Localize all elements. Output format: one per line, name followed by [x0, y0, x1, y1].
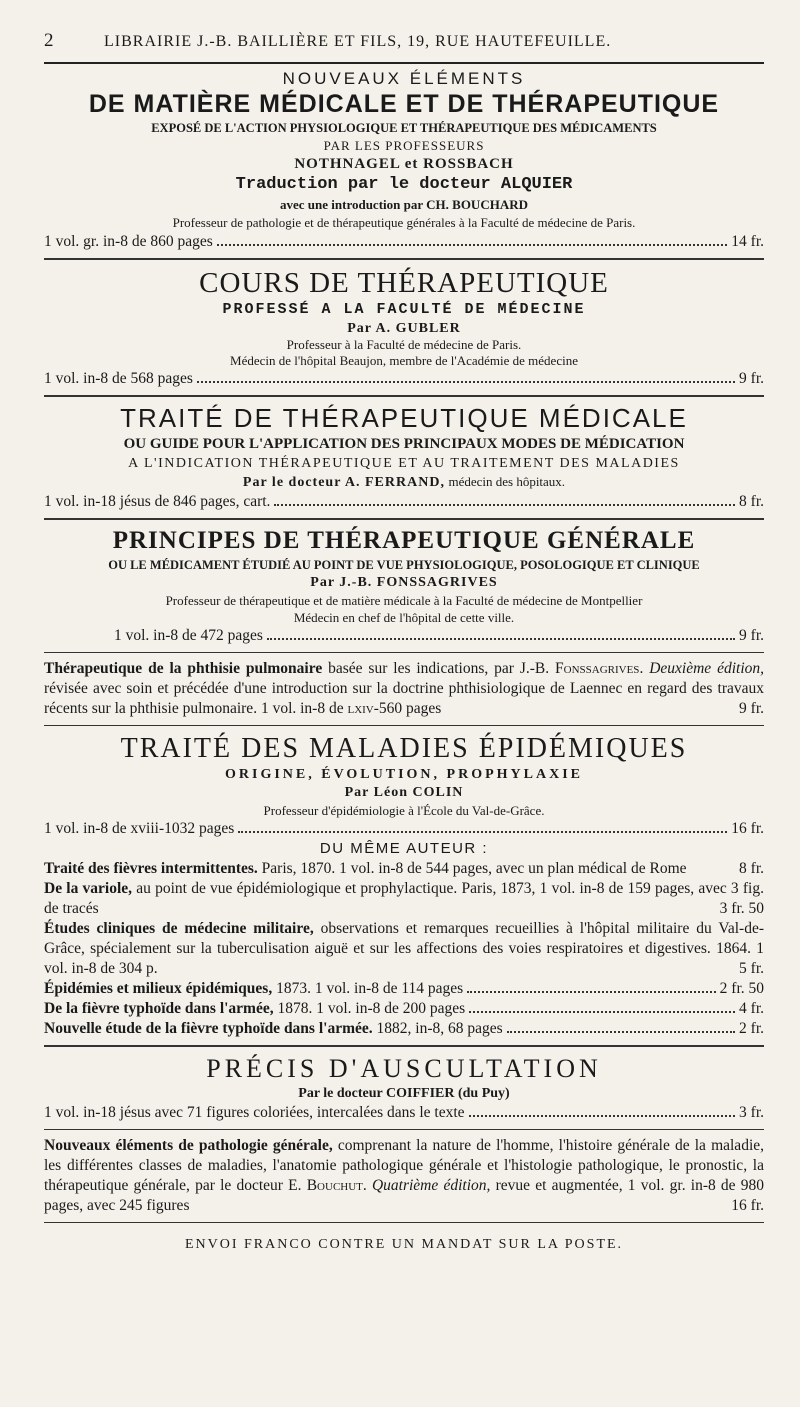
- divider: [44, 652, 764, 653]
- listing-affiliation-2: Médecin en chef de l'hôpital de cette ville.: [293, 610, 515, 625]
- price: 16 fr.: [731, 1197, 764, 1214]
- listing-authors: Par le docteur COIFFIER (du Puy): [298, 1086, 510, 1101]
- price: 9 fr.: [739, 700, 764, 717]
- divider: [44, 1129, 764, 1130]
- item-text: Paris, 1870. 1 vol. in-8 de 544 pages, avec un plan médical de Rome: [257, 860, 687, 877]
- listing-volume-line: [44, 492, 764, 512]
- listing-volume-line: [44, 1103, 764, 1123]
- listing-affiliation: Professeur de pathologie et de thérapeutique générales à la Faculté de médecine de Paris.: [172, 215, 636, 230]
- price: 2 fr. 50: [719, 980, 764, 997]
- listing-fonssagrives: [44, 526, 764, 646]
- price: 16 fr.: [731, 820, 764, 837]
- listing-title: TRAITÉ DES MALADIES ÉPIDÉMIQUES: [120, 733, 688, 764]
- page-header: [44, 30, 764, 60]
- listing-title: PRÉCIS D'AUSCULTATION: [206, 1054, 602, 1083]
- listing-text: .: [362, 1177, 372, 1194]
- listing-text: revue et augmentée, 1 vol. gr. in-8 de 980 pages, avec 245 figures: [44, 1177, 765, 1214]
- same-author-heading: DU MÊME AUTEUR :: [319, 840, 489, 857]
- listing-volume-line: [44, 626, 764, 646]
- item-title: Nouvelle étude de la fièvre typhoïde dans l'armée.: [44, 1020, 373, 1037]
- listing-kicker: NOUVEAUX ÉLÉMENTS: [282, 69, 526, 88]
- leader-dots: [217, 244, 728, 246]
- listing-subtitle: ORIGINE, ÉVOLUTION, PROPHYLAXIE: [225, 767, 583, 782]
- listing-subtitle-2: A L'INDICATION THÉRAPEUTIQUE ET AU TRAITEMENT DES MALADIES: [128, 456, 680, 471]
- volume-info: 1 vol. in-8 de xviii-1032 pages: [44, 820, 235, 837]
- author-name: Par le docteur A. FERRAND,: [242, 475, 445, 490]
- leader-dots: [507, 1031, 735, 1033]
- listing-coiffier: [44, 1053, 764, 1123]
- price: 9 fr.: [739, 627, 764, 644]
- running-title: LIBRAIRIE J.-B. BAILLIÈRE ET FILS, 19, RUE HAUTEFEUILLE.: [104, 33, 612, 50]
- item-text: 1878. 1 vol. in-8 de 200 pages: [273, 1000, 466, 1017]
- divider: [44, 1222, 764, 1223]
- listing-volume-line: [44, 369, 764, 389]
- price: 8 fr.: [739, 493, 764, 510]
- listing-phthisie: [44, 659, 764, 719]
- listing-text: révisée avec soin et précédée d'une introduction sur la doctrine phthisiologique de Laennec en regard des travaux récents sur la phthisie pulmonaire. 1 vol. in-8 de: [44, 680, 764, 717]
- leader-dots: [469, 1115, 736, 1117]
- listing-title: TRAITÉ DE THÉRAPEUTIQUE MÉDICALE: [120, 403, 688, 433]
- price: 4 fr.: [739, 1000, 764, 1017]
- listing-by-line: PAR LES PROFESSEURS: [323, 138, 485, 153]
- list-item: [44, 879, 764, 919]
- listing-text: basée sur les indications, par J.-B.: [322, 660, 556, 677]
- item-title: De la variole,: [44, 880, 133, 897]
- price: 3 fr. 50: [719, 900, 764, 917]
- leader-dots: [267, 638, 735, 640]
- leader-dots: [238, 831, 727, 833]
- volume-info: 1 vol. in-18 jésus de 846 pages, cart.: [44, 493, 271, 510]
- page-number: 2: [44, 30, 55, 51]
- listing-colin: [44, 732, 764, 1039]
- list-item: [44, 999, 764, 1019]
- item-title: Études cliniques de médecine militaire,: [44, 920, 314, 937]
- listing-subtitle: PROFESSÉ A LA FACULTÉ DE MÉDECINE: [222, 301, 586, 318]
- listing-volume-line: [44, 232, 764, 252]
- listing-affiliation: Professeur à la Faculté de médecine de Paris.: [286, 337, 522, 352]
- listing-authors: NOTHNAGEL et ROSSBACH: [294, 156, 514, 172]
- listing-translator: Traduction par le docteur ALQUIER: [235, 175, 573, 194]
- leader-dots: [467, 991, 715, 993]
- divider: [44, 62, 764, 64]
- volume-info: 1 vol. in-8 de 472 pages: [114, 627, 263, 644]
- leader-dots: [197, 381, 735, 383]
- listing-title: PRINCIPES DE THÉRAPEUTIQUE GÉNÉRALE: [112, 527, 696, 554]
- price: 14 fr.: [731, 233, 764, 250]
- price: 3 fr.: [739, 1104, 764, 1121]
- page-footer: ENVOI FRANCO CONTRE UN MANDAT SUR LA POSTE.: [184, 1237, 624, 1252]
- listing-subtitle: OU GUIDE POUR L'APPLICATION DES PRINCIPAUX MODES DE MÉDICATION: [123, 436, 685, 452]
- price: 2 fr.: [739, 1020, 764, 1037]
- volume-info: 1 vol. in-8 de 568 pages: [44, 370, 193, 387]
- leader-dots: [274, 504, 735, 506]
- listing-volume-line: [44, 819, 764, 839]
- listing-title: DE MATIÈRE MÉDICALE ET DE THÉRAPEUTIQUE: [88, 90, 720, 118]
- listing-subtitle: OU LE MÉDICAMENT ÉTUDIÉ AU POINT DE VUE PHYSIOLOGIQUE, POSOLOGIQUE ET CLINIQUE: [108, 558, 700, 572]
- author-name: Fonssagrives: [555, 660, 640, 677]
- item-text: 1873. 1 vol. in-8 de 114 pages: [272, 980, 464, 997]
- listing-ferrand: [44, 403, 764, 512]
- item-title: Épidémies et milieux épidémiques,: [44, 980, 273, 997]
- listing-affiliation-2: Médecin de l'hôpital Beaujon, membre de l'Académie de médecine: [230, 353, 578, 368]
- item-text: 1882, in-8, 68 pages: [372, 1020, 503, 1037]
- item-text: observations et remarques recueillies à l'hôpital militaire du Val-de-Grâce, spécialement sur la tuberculisation aiguë et sur les affections des voies respiratoires et digestives. 1864. 1 vol. in-8 de 304 p.: [44, 920, 764, 977]
- listing-authors: Par Léon COLIN: [344, 785, 464, 800]
- list-item: [44, 1019, 764, 1039]
- volume-info: 1 vol. gr. in-8 de 860 pages: [44, 233, 213, 250]
- listing-text: -560 pages: [373, 700, 442, 717]
- list-item: [44, 919, 764, 979]
- divider: [44, 258, 764, 260]
- price: 9 fr.: [739, 370, 764, 387]
- divider: [44, 725, 764, 726]
- edition: Quatrième édition,: [371, 1177, 491, 1194]
- listing-text: comprenant la nature de l'homme, l'histoire générale de la maladie, les différentes classes de maladies, l'anatomie pathologique générale et l'histologie pathologique, le pronostic, la thérapeutique générale, par le docteur E.: [44, 1137, 765, 1194]
- item-title: Traité des fièvres intermittentes.: [44, 860, 258, 877]
- divider: [44, 518, 764, 520]
- roman-numeral: lxiv: [347, 700, 374, 717]
- listing-authors: Par A. GUBLER: [347, 321, 461, 336]
- item-text: au point de vue épidémiologique et prophylactique. Paris, 1873, 1 vol. in-8 de 159 pages, avec 3 fig. de tracés: [44, 880, 764, 917]
- listing-authors: [44, 473, 764, 492]
- price: 5 fr.: [739, 960, 764, 977]
- divider: [44, 395, 764, 397]
- price: 8 fr.: [739, 860, 764, 877]
- listing-title: Thérapeutique de la phthisie pulmonaire: [44, 660, 323, 677]
- list-item: [44, 979, 764, 999]
- listing-title: Nouveaux éléments de pathologie générale,: [44, 1137, 333, 1154]
- divider: [44, 1045, 764, 1047]
- listing-subtitle: EXPOSÉ DE L'ACTION PHYSIOLOGIQUE ET THÉRAPEUTIQUE DES MÉDICAMENTS: [151, 121, 657, 135]
- listing-nothnagel: [44, 68, 764, 252]
- listing-text: .: [639, 660, 650, 677]
- listing-authors: Par J.-B. FONSSAGRIVES: [310, 575, 498, 590]
- author-role: médecin des hôpitaux.: [448, 474, 566, 489]
- listing-title: COURS DE THÉRAPEUTIQUE: [199, 267, 609, 299]
- edition: Deuxième édition,: [649, 660, 764, 677]
- list-item: [44, 859, 764, 879]
- listing-bouchut: [44, 1136, 764, 1216]
- listing-affiliation: Professeur d'épidémiologie à l'École du Val-de-Grâce.: [263, 803, 545, 818]
- listing-gubler: [44, 266, 764, 389]
- leader-dots: [469, 1011, 735, 1013]
- volume-info: 1 vol. in-18 jésus avec 71 figures coloriées, intercalées dans le texte: [44, 1104, 465, 1121]
- listing-introduction: avec une introduction par CH. BOUCHARD: [280, 197, 528, 212]
- author-name: Bouchut: [306, 1177, 363, 1194]
- listing-affiliation: Professeur de thérapeutique et de matière médicale à la Faculté de médecine de Montpellier: [165, 593, 643, 608]
- item-title: De la fièvre typhoïde dans l'armée,: [44, 1000, 274, 1017]
